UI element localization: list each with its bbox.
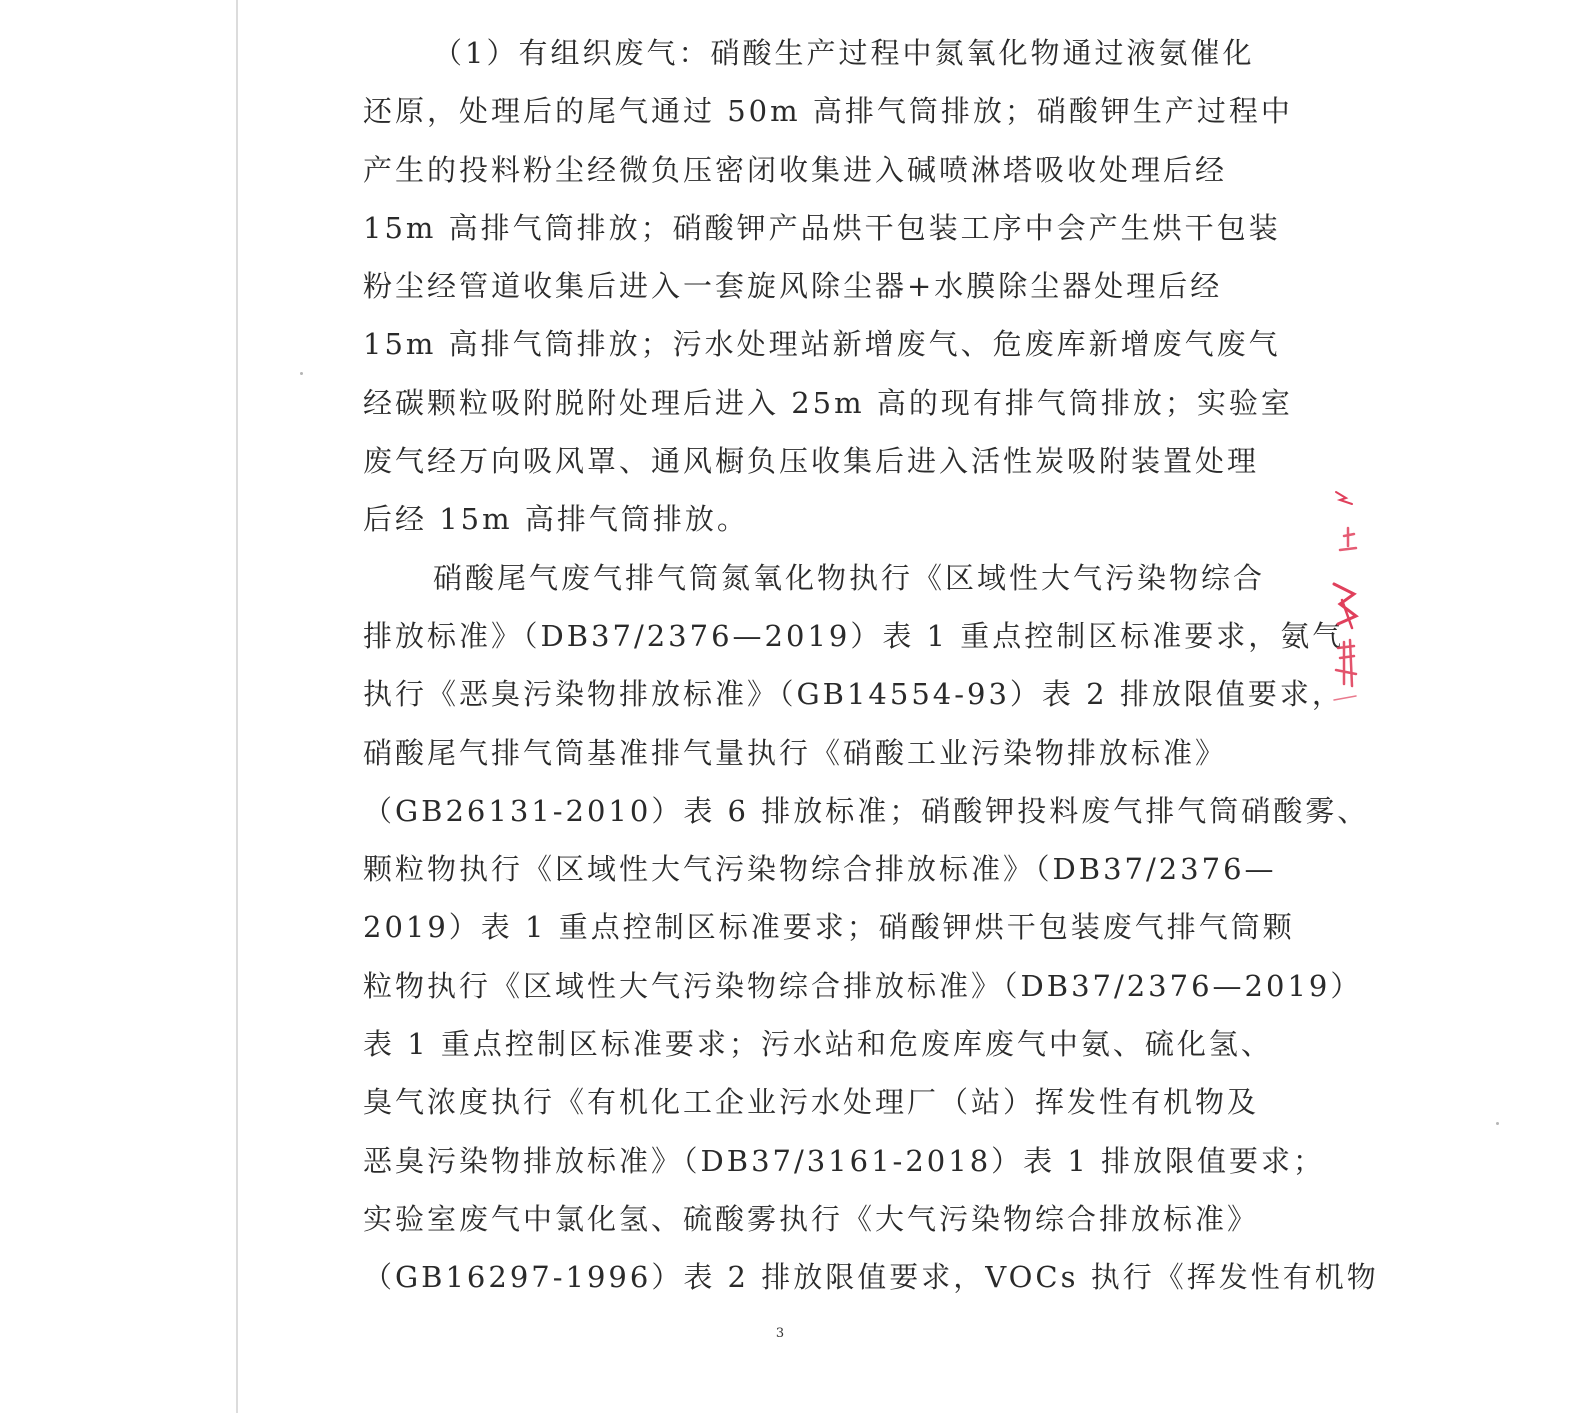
- red-seal-fragment: [1330, 488, 1360, 708]
- text-line: 产生的投料粉尘经微负压密闭收集进入碱喷淋塔吸收处理后经: [363, 152, 1228, 187]
- text-line: 硝酸尾气废气排气筒氮氧化物执行《区域性大气污染物综合: [433, 560, 1266, 595]
- text-line: 硝酸尾气排气筒基准排气量执行《硝酸工业污染物排放标准》: [363, 735, 1228, 770]
- text-line: 实验室废气中氯化氢、硫酸雾执行《大气污染物综合排放标准》: [363, 1201, 1260, 1236]
- scan-speck: [300, 372, 303, 375]
- text-line: 排放标准》（DB37/2376—2019）表 1 重点控制区标准要求，氨气: [363, 618, 1345, 653]
- text-line: 粉尘经管道收集后进入一套旋风除尘器+水膜除尘器处理后经: [363, 269, 1223, 304]
- document-body: [363, 24, 1379, 1307]
- text-line: 15m 高排气筒排放；污水处理站新增废气、危废库新增废气废气: [363, 327, 1281, 362]
- scan-speck: [1496, 1122, 1499, 1125]
- page-number: 3: [775, 1326, 785, 1341]
- scan-left-edge: [236, 0, 238, 1413]
- text-line: （GB16297-1996）表 2 排放限值要求，VOCs 执行《挥发性有机物: [363, 1260, 1379, 1295]
- text-line: （1）有组织废气：硝酸生产过程中氮氧化物通过液氨催化: [433, 36, 1255, 70]
- text-line: 执行《恶臭污染物排放标准》（GB14554-93）表 2 排放限值要求，: [363, 677, 1344, 712]
- text-line: 表 1 重点控制区标准要求；污水站和危废库废气中氨、硫化氢、: [363, 1027, 1273, 1062]
- text-line: 还原，处理后的尾气通过 50m 高排气筒排放；硝酸钾生产过程中: [363, 94, 1293, 129]
- text-line: 15m 高排气筒排放；硝酸钾产品烘干包装工序中会产生烘干包装: [363, 210, 1281, 245]
- text-line: 后经 15m 高排气筒排放。: [363, 502, 749, 537]
- text-line: 经碳颗粒吸附脱附处理后进入 25m 高的现有排气筒排放；实验室: [363, 385, 1293, 420]
- text-line: 2019）表 1 重点控制区标准要求；硝酸钾烘干包装废气排气筒颗: [363, 910, 1295, 945]
- paragraph-organized-emissions: [363, 24, 1293, 549]
- text-line: 臭气浓度执行《有机化工企业污水处理厂（站）挥发性有机物及: [363, 1085, 1260, 1120]
- text-line: 恶臭污染物排放标准》（DB37/3161-2018）表 1 排放限值要求；: [363, 1143, 1326, 1178]
- text-line: （GB26131-2010）表 6 排放标准；硝酸钾投料废气排气筒硝酸雾、: [363, 793, 1370, 828]
- paragraph-emission-standards: [363, 549, 1379, 1307]
- seal-icon: [1330, 488, 1360, 708]
- text-line: 颗粒物执行《区域性大气污染物综合排放标准》（DB37/2376—: [363, 852, 1277, 887]
- text-line: 粒物执行《区域性大气污染物综合排放标准》（DB37/2376—2019）: [363, 968, 1363, 1003]
- text-line: 废气经万向吸风罩、通风橱负压收集后进入活性炭吸附装置处理: [363, 444, 1260, 479]
